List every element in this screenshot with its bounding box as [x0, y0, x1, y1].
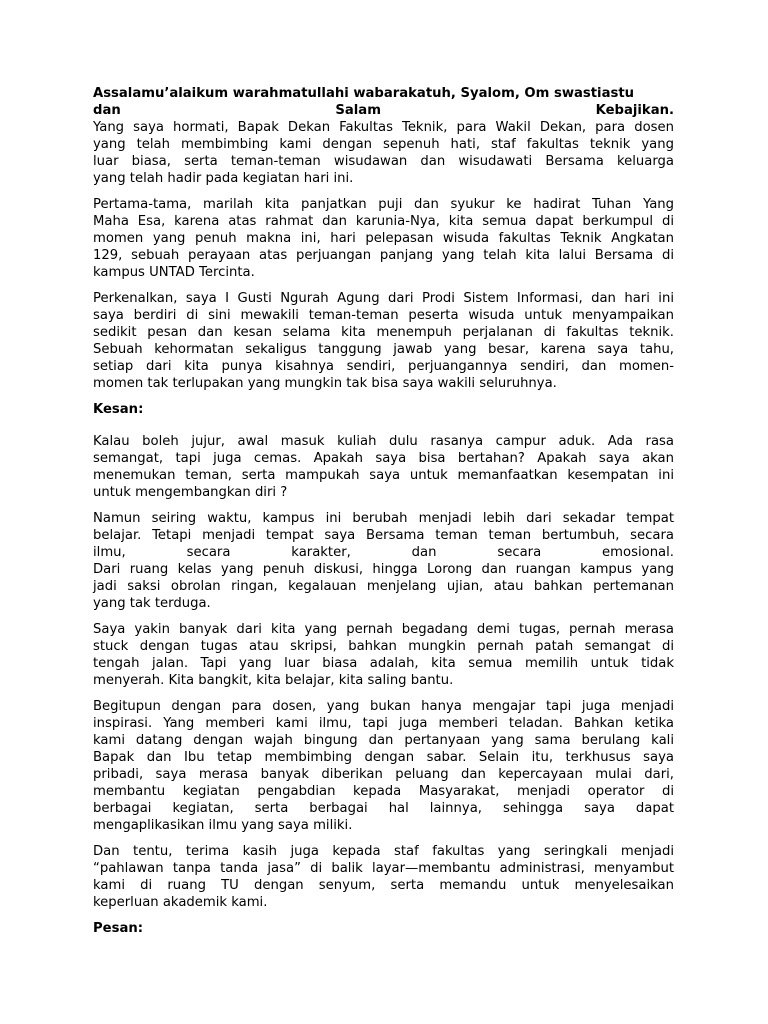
text-line: stuck dengan tugas atau skripsi, bahkan mungkin pernah patah semangat di: [93, 639, 674, 654]
kesan-heading: Kesan:: [93, 402, 144, 417]
text-line: inspirasi. Yang memberi kami ilmu, tapi juga memberi teladan. Bahkan ketika: [93, 716, 674, 731]
intro-paragraph: [93, 119, 674, 187]
intro-paragraph: [93, 290, 674, 392]
text-line: Perkenalkan, saya I Gusti Ngurah Agung dari Prodi Sistem Informasi, dan hari ini: [93, 291, 674, 306]
kesan-paragraph: [93, 621, 674, 689]
greeting-line-1: Assalamu’alaikum warahmatullahi wabarakatuh, Syalom, Om swastiastu: [93, 86, 635, 101]
text-line: Pertama-tama, marilah kita panjatkan puji dan syukur ke hadirat Tuhan Yang: [93, 197, 674, 212]
text-line: Bapak dan Ibu tetap membimbing dengan sabar. Selain itu, terkhusus saya: [93, 750, 674, 765]
text-line: yang tak terduga.: [93, 596, 211, 611]
document-page: [93, 85, 674, 952]
text-line: yang telah hadir pada kegiatan hari ini.: [93, 171, 354, 186]
text-line: belajar. Tetapi menjadi tempat saya Bersama teman teman bertumbuh, secara: [93, 528, 674, 543]
text-line: Dan tentu, terima kasih juga kepada staf fakultas yang seringkali menjadi: [93, 844, 674, 859]
text-line: kami di ruang TU dengan senyum, serta memandu untuk menyelesaikan: [93, 878, 674, 893]
text-line: Sebuah kehormatan sekaligus tanggung jawab yang besar, karena saya tahu,: [93, 342, 674, 357]
greeting-line-2: dan Salam Kebajikan.: [93, 103, 674, 118]
text-line: Begitupun dengan para dosen, yang bukan hanya mengajar tapi juga menjadi: [93, 699, 674, 714]
text-line: momen tak terlupakan yang mungkin tak bisa saya wakili seluruhnya.: [93, 376, 557, 391]
text-line: sedikit pesan dan kesan selama kita menempuh perjalanan di fakultas teknik.: [93, 325, 674, 340]
kesan-paragraph: [93, 843, 674, 911]
text-line: menyerah. Kita bangkit, kita belajar, kita saling bantu.: [93, 673, 454, 688]
intro-paragraph: [93, 196, 674, 281]
text-line: untuk mengembangkan diri ?: [93, 485, 288, 500]
text-line: pribadi, saya merasa banyak diberikan peluang dan kepercayaan mulai dari,: [93, 767, 674, 782]
text-line: luar biasa, serta teman-teman wisudawan dan wisudawati Bersama keluarga: [93, 154, 674, 169]
kesan-paragraphs: [93, 433, 674, 911]
text-line: berbagai kegiatan, serta berbagai hal lainnya, sehingga saya dapat: [93, 801, 674, 816]
text-line: setiap dari kita punya kisahnya sendiri, perjuangannya sendiri, dan momen-: [93, 359, 674, 374]
text-line: membantu kegiatan pengabdian kepada Masyarakat, menjadi operator di: [93, 784, 674, 799]
text-line: kami datang dengan wajah bingung dan pertanyaan yang sama berulang kali: [93, 733, 674, 748]
kesan-paragraph: [93, 698, 674, 834]
text-line: kampus UNTAD Tercinta.: [93, 265, 255, 280]
text-line: Kalau boleh jujur, awal masuk kuliah dulu rasanya campur aduk. Ada rasa: [93, 434, 674, 449]
pesan-heading: Pesan:: [93, 921, 144, 936]
text-line: Maha Esa, karena atas rahmat dan karunia-Nya, kita semua dapat berkumpul di: [93, 214, 674, 229]
text-line: yang telah membimbing kami dengan sepenuh hati, staf fakultas teknik yang: [93, 137, 674, 152]
intro-paragraphs: [93, 119, 674, 392]
text-line: semangat, tapi juga cemas. Apakah saya bisa bertahan? Apakah saya akan: [93, 451, 674, 466]
text-line: Namun seiring waktu, kampus ini berubah menjadi lebih dari sekadar tempat: [93, 511, 674, 526]
kesan-paragraph: [93, 510, 674, 612]
text-line: 129, sebuah perayaan atas perjuangan panjang yang telah kita lalui Bersama di: [93, 248, 674, 263]
text-line: Dari ruang kelas yang penuh diskusi, hingga Lorong dan ruangan kampus yang: [93, 562, 674, 577]
text-line: mengaplikasikan ilmu yang saya miliki.: [93, 818, 353, 833]
kesan-paragraph: [93, 433, 674, 501]
text-line: ilmu, secara karakter, dan secara emosional.: [93, 545, 674, 560]
text-line: Yang saya hormati, Bapak Dekan Fakultas Teknik, para Wakil Dekan, para dosen: [93, 120, 674, 135]
text-line: saya berdiri di sini mewakili teman-teman peserta wisuda untuk menyampaikan: [93, 308, 674, 323]
greeting: [93, 85, 674, 119]
text-line: tengah jalan. Tapi yang luar biasa adalah, kita semua memilih untuk tidak: [93, 656, 674, 671]
text-line: “pahlawan tanpa tanda jasa” di balik layar—membantu administrasi, menyambut: [93, 861, 674, 876]
text-line: momen yang penuh makna ini, hari pelepasan wisuda fakultas Teknik Angkatan: [93, 231, 674, 246]
text-line: menemukan teman, serta mampukah saya untuk memanfaatkan kesempatan ini: [93, 468, 674, 483]
text-line: Saya yakin banyak dari kita yang pernah begadang demi tugas, pernah merasa: [93, 622, 674, 637]
text-line: jadi saksi obrolan ringan, kegalauan menjelang ujian, atau bahkan pertemanan: [93, 579, 674, 594]
text-line: keperluan akademik kami.: [93, 895, 268, 910]
